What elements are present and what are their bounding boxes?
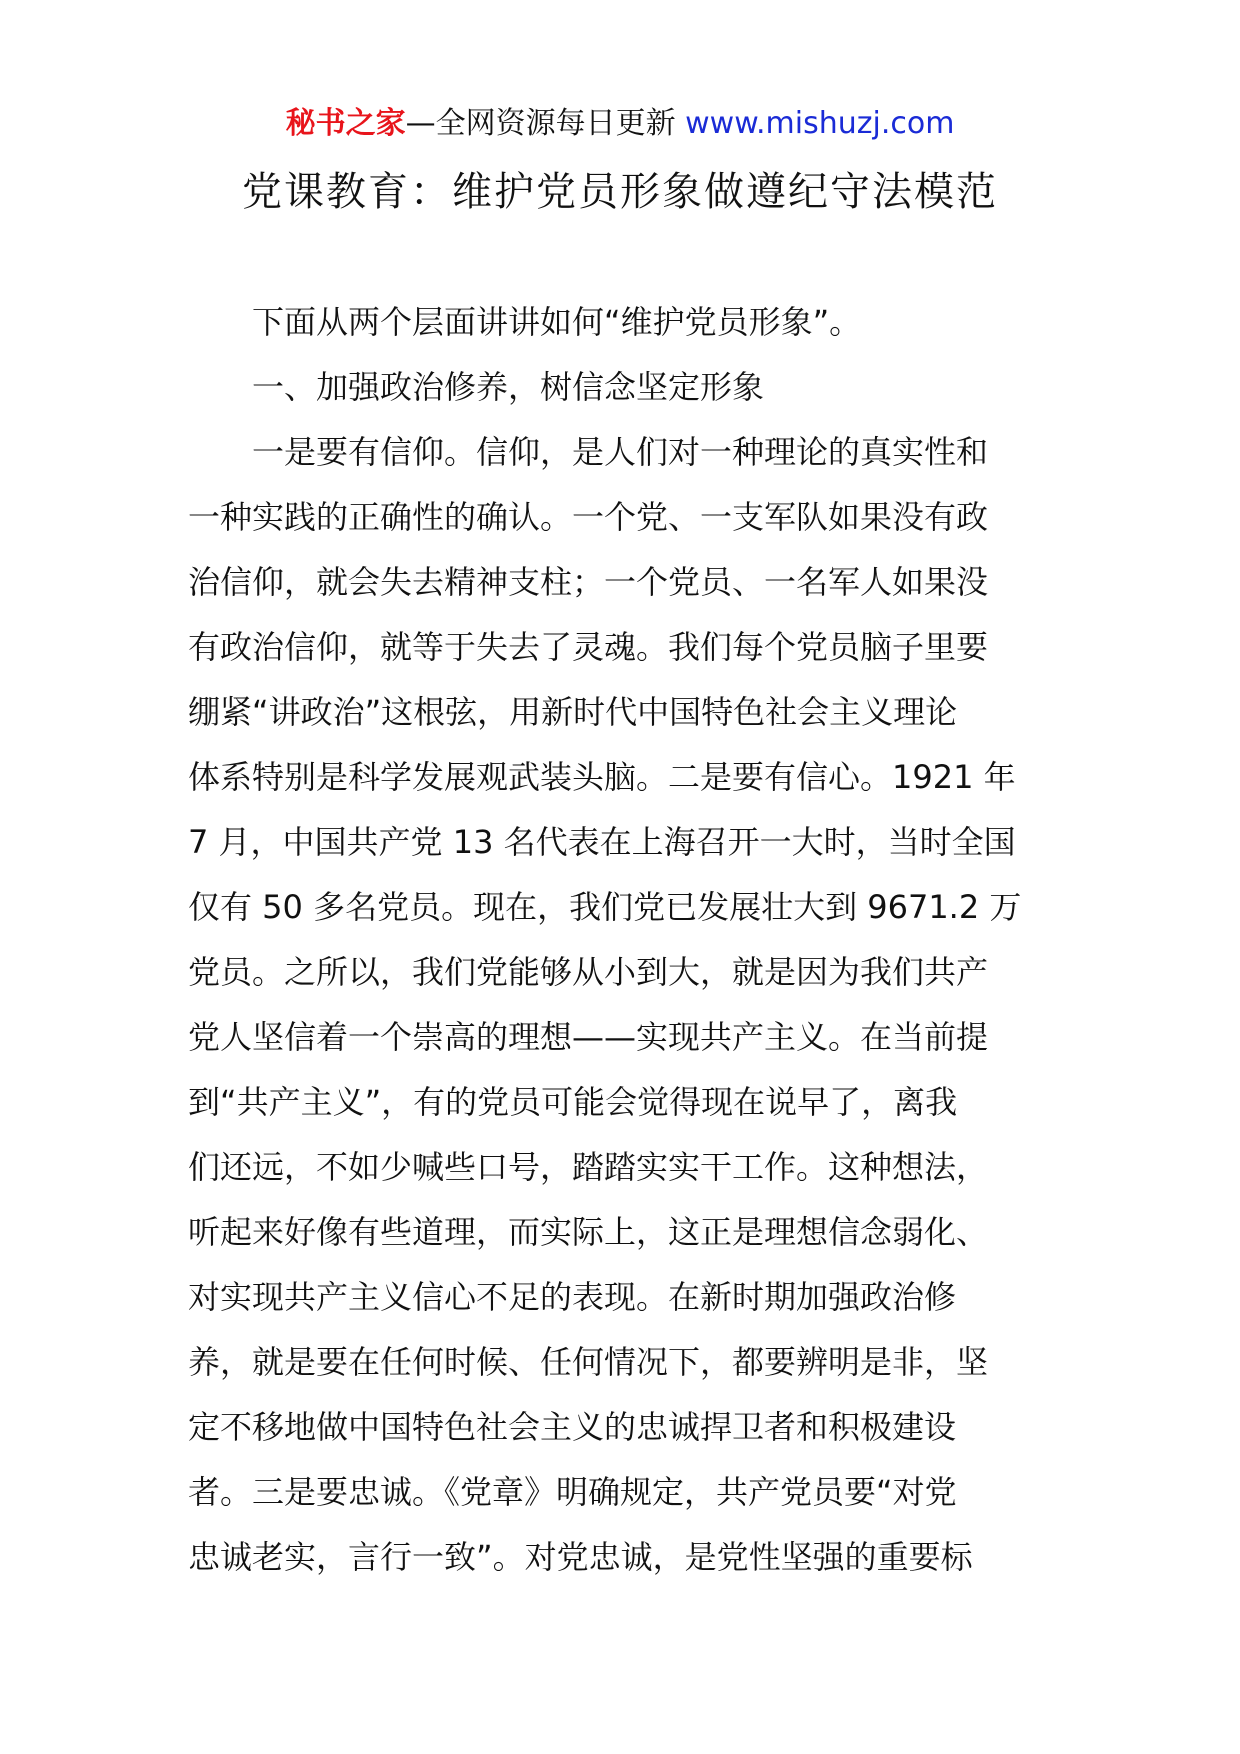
section-heading: 一、加强政治修养，树信念坚定形象 [252, 368, 765, 406]
body-line: 有政治信仰，就等于失去了灵魂。我们每个党员脑子里要 [188, 628, 989, 666]
body-line: 绷紧“讲政治”这根弦，用新时代中国特色社会主义理论 [188, 693, 958, 731]
body-line: 党员。之所以，我们党能够从小到大，就是因为我们共产 [188, 953, 989, 991]
site-url-link[interactable]: www.mishuzj.com [685, 106, 955, 141]
document-title: 党课教育：维护党员形象做遵纪守法模范 [242, 169, 998, 215]
body-line: 党人坚信着一个崇高的理想——实现共产主义。在当前提 [188, 1018, 989, 1056]
site-header [0, 102, 1240, 146]
body-line: 7 月，中国共产党 13 名代表在上海召开一大时，当时全国 [188, 823, 1016, 861]
intro-paragraph: 下面从两个层面讲讲如何“维护党员形象”。 [252, 303, 862, 341]
body-line: 到“共产主义”，有的党员可能会觉得现在说早了，离我 [188, 1083, 958, 1121]
body-line: 听起来好像有些道理，而实际上，这正是理想信念弱化、 [188, 1213, 989, 1251]
header-slogan: —全网资源每日更新 [405, 106, 676, 141]
document-body [188, 290, 1054, 1590]
body-line: 一是要有信仰。信仰，是人们对一种理论的真实性和 [252, 433, 989, 471]
body-line: 们还远，不如少喊些口号，踏踏实实干工作。这种想法， [188, 1148, 989, 1186]
body-line: 体系特别是科学发展观武装头脑。二是要有信心。1921 年 [188, 758, 1016, 796]
body-line: 一种实践的正确性的确认。一个党、一支军队如果没有政 [188, 498, 989, 536]
brand-name: 秘书之家 [285, 106, 406, 141]
body-line: 养，就是要在任何时候、任何情况下，都要辨明是非，坚 [188, 1343, 989, 1381]
body-line: 对实现共产主义信心不足的表现。在新时期加强政治修 [188, 1278, 957, 1316]
body-line: 忠诚老实，言行一致”。对党忠诚，是党性坚强的重要标 [188, 1538, 973, 1576]
body-line: 仅有 50 多名党员。现在，我们党已发展壮大到 9671.2 万 [188, 888, 1022, 926]
body-line: 者。三是要忠诚。《党章》明确规定，共产党员要“对党 [188, 1473, 957, 1511]
body-line: 治信仰，就会失去精神支柱；一个党员、一名军人如果没 [188, 563, 989, 601]
body-line: 定不移地做中国特色社会主义的忠诚捍卫者和积极建设 [188, 1408, 957, 1446]
